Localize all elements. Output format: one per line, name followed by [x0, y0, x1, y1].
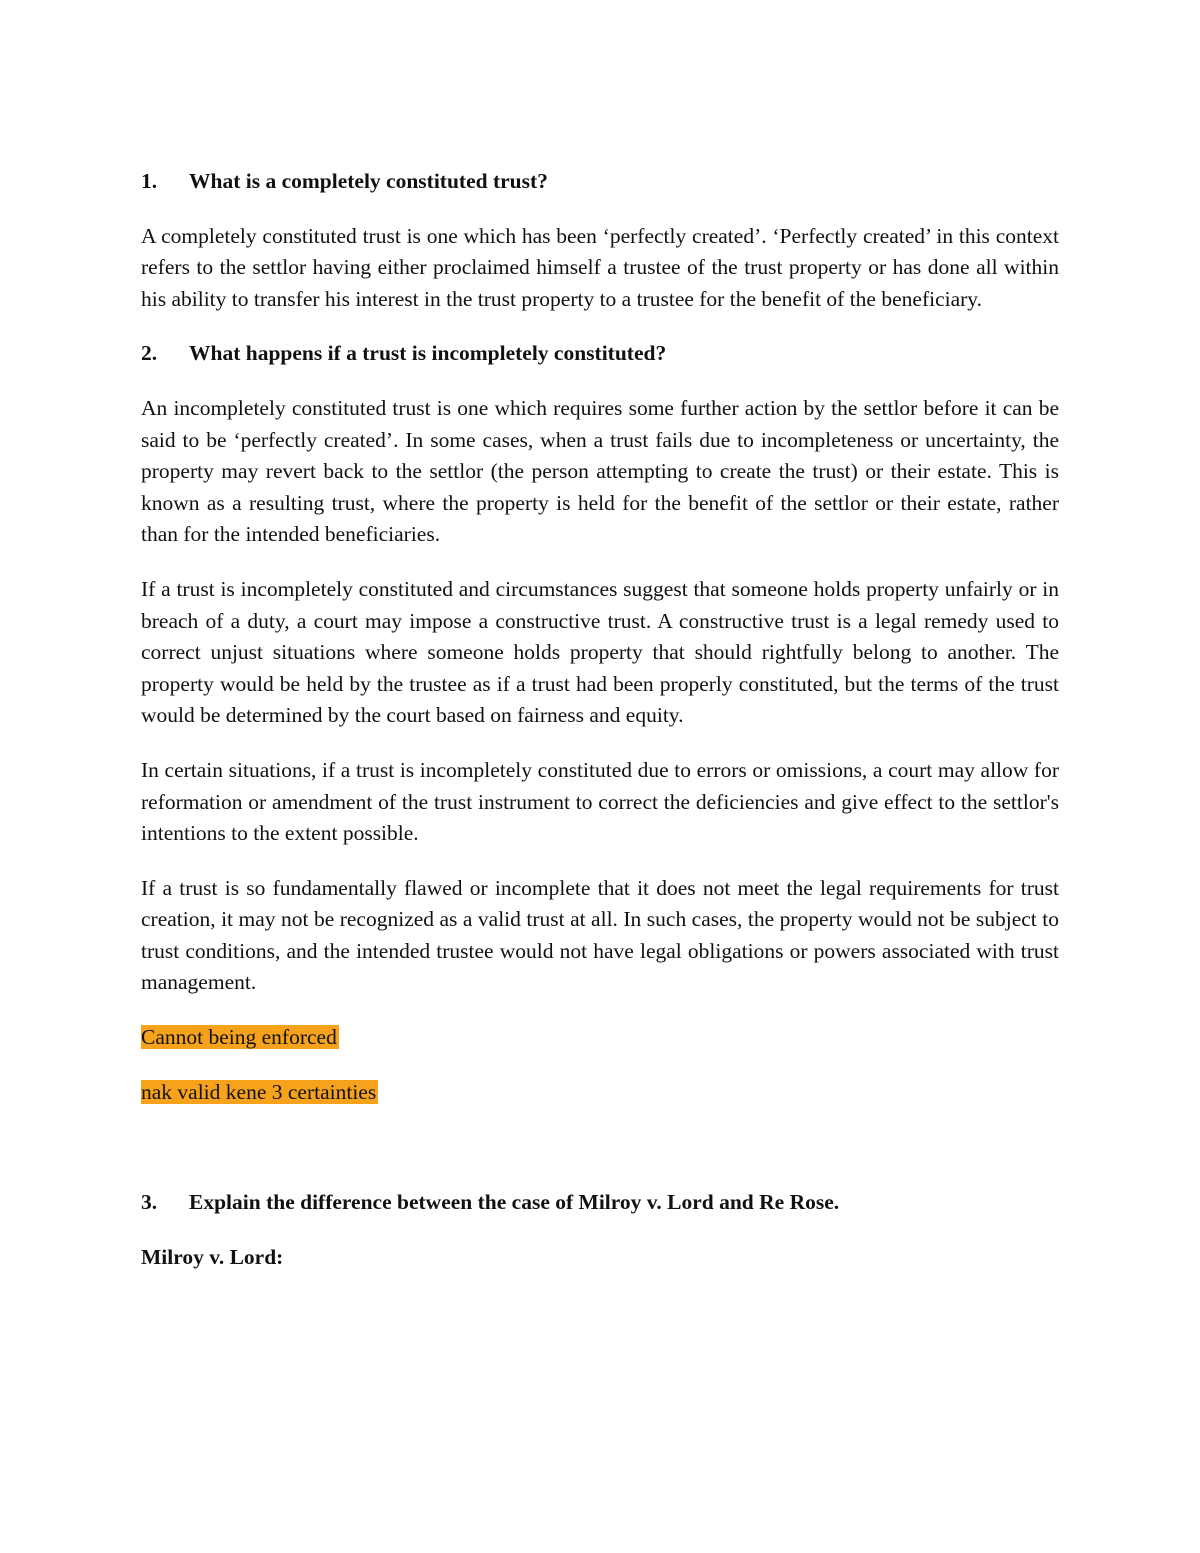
highlight-note-2: nak valid kene 3 certainties: [141, 1079, 377, 1104]
question-3-number: 3.: [141, 1190, 158, 1215]
answer-2-paragraph-2: If a trust is incompletely constituted and circumstances suggest that someone holds property unfairly or in breach of a duty, a court may impose a constructive trust. A constructive trust is a legal remedy used to correct unjust situations where someone holds property that should rightfully belong to another. The property would be held by the trustee as if a trust had been properly constituted, but the terms of the trust would be determined by the court based on fairness and equity.: [141, 576, 1059, 728]
blank-gap: [141, 1131, 1059, 1187]
question-2-number: 2.: [141, 341, 158, 366]
answer-1-paragraph: A completely constituted trust is one which has been ‘perfectly created’. ‘Perfectly created’ in this context refers to the settlor having either proclaimed himself a trustee of the trust property or has done all within his ability to transfer his interest in the trust property to a trustee for the benefit of the beneficiary.: [141, 223, 1059, 311]
answer-2-paragraph-4: If a trust is so fundamentally flawed or incomplete that it does not meet the legal requirements for trust creation, it may not be recognized as a valid trust at all. In such cases, the property would not be subject to trust conditions, and the intended trustee would not have legal obligations or powers associated with trust management.: [141, 875, 1059, 995]
question-3-part-2: and: [713, 1190, 760, 1215]
highlight-note-1-line: [141, 1022, 1059, 1054]
answer-2-paragraph-3: In certain situations, if a trust is incompletely constituted due to errors or omissions, a court may allow for reformation or amendment of the trust instrument to correct the deficiencies and give effect to the settlor's intentions to the extent possible.: [141, 757, 1059, 846]
highlight-note-1: Cannot being enforced: [141, 1025, 337, 1050]
case-name-re-rose: Re Rose.: [759, 1190, 840, 1215]
highlight-note-2-line: [141, 1077, 1059, 1109]
answer-2-paragraph-1: An incompletely constituted trust is one which requires some further action by the settlor before it can be said to be ‘perfectly created’. In some cases, when a trust fails due to incompleteness or uncertainty, the property may revert back to the settlor (the person attempting to create the trust) or their estate. This is known as a resulting trust, where the property is held for the benefit of the settlor or their estate, rather than for the intended beneficiaries.: [141, 395, 1059, 547]
question-3: [141, 1187, 1059, 1219]
subheading-milroy: Milroy v. Lord:: [141, 1244, 284, 1269]
question-1-number: 1.: [141, 169, 158, 193]
question-3-part-1: Explain the difference between the case of: [189, 1190, 579, 1215]
question-2-text: What happens if a trust is incompletely constituted?: [189, 341, 667, 366]
question-1-text: What is a completely constituted trust?: [189, 169, 548, 193]
case-name-milroy: Milroy v. Lord: [578, 1190, 714, 1215]
question-1: [141, 166, 1059, 198]
document-page: [141, 166, 1059, 1296]
question-3-text: [189, 1187, 839, 1219]
question-2: [141, 338, 1059, 370]
